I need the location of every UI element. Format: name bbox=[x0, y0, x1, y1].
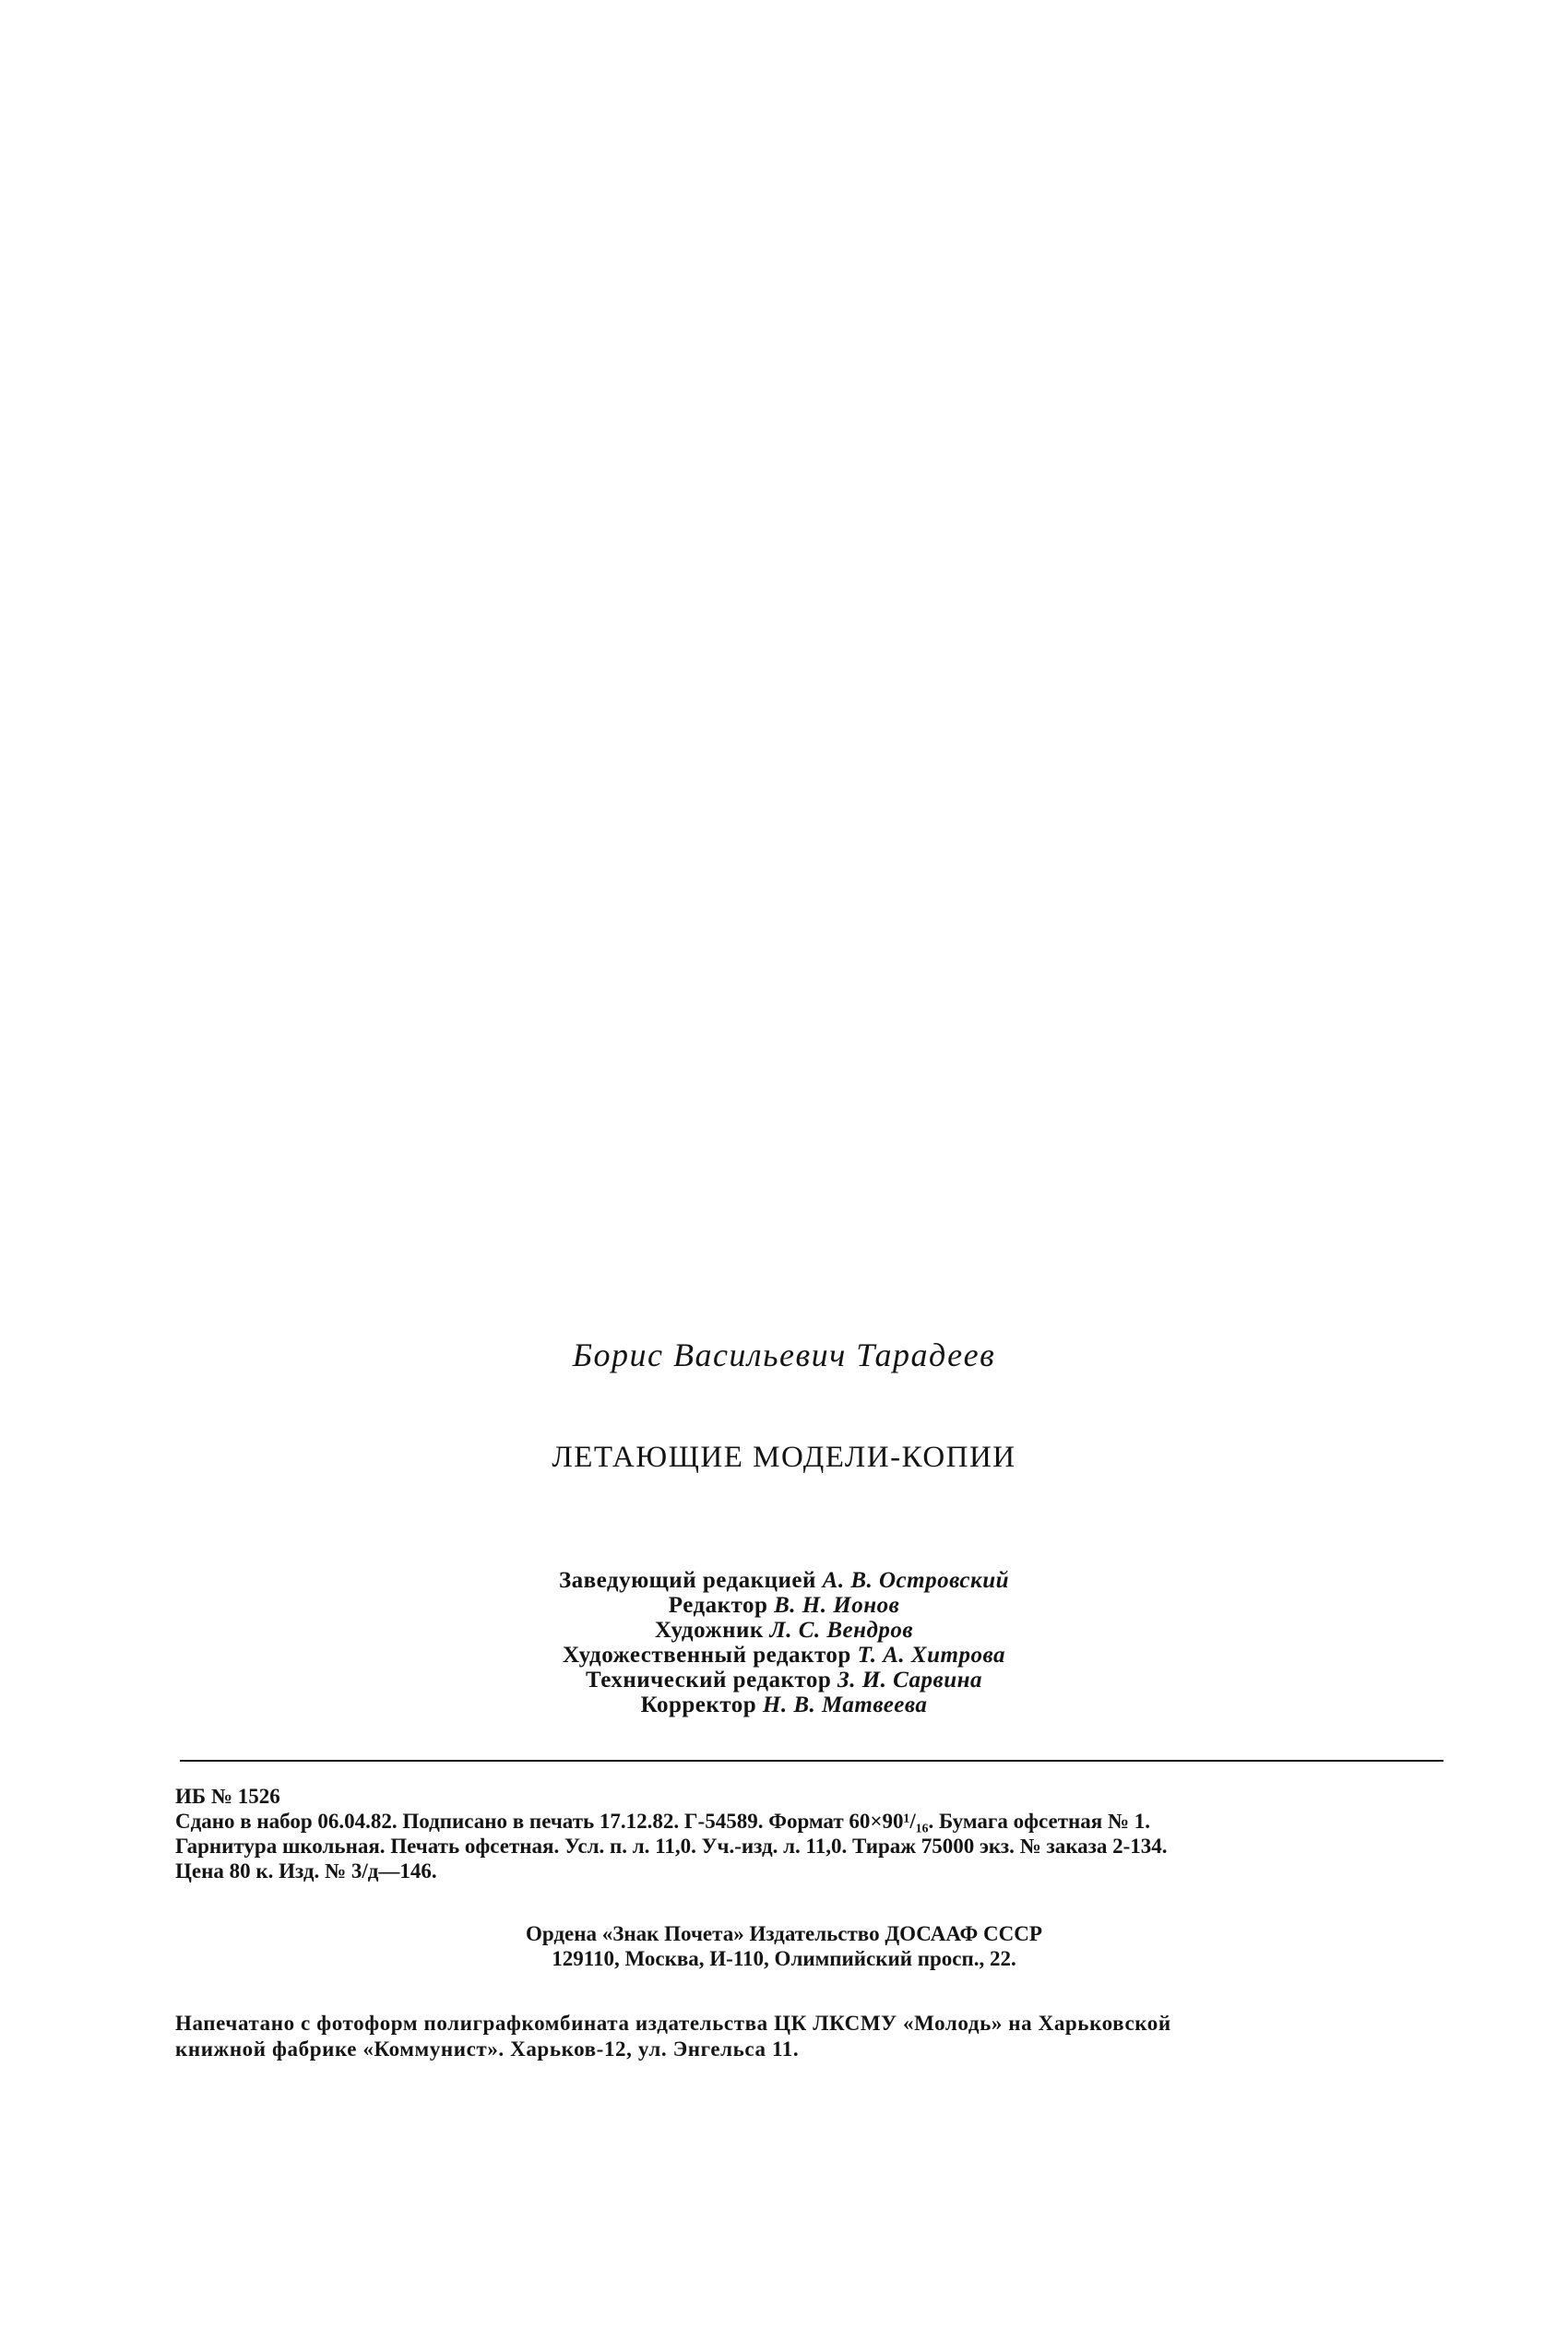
publisher-name: Ордена «Знак Почета» Издательство ДОСААФ СССР bbox=[526, 1922, 1042, 1945]
book-author: Борис Васильевич Тарадеев bbox=[572, 1336, 996, 1373]
credit-line bbox=[0, 1693, 1568, 1717]
credits-block bbox=[0, 1568, 1568, 1717]
credit-role: Заведующий редакцией bbox=[558, 1568, 816, 1593]
credit-role: Художественный редактор bbox=[563, 1643, 851, 1668]
credit-name: Л. С. Вендров bbox=[769, 1618, 914, 1643]
credit-name: А. В. Островский bbox=[822, 1568, 1010, 1593]
publisher-block bbox=[0, 1921, 1568, 1971]
credit-role: Художник bbox=[654, 1618, 764, 1643]
credit-line bbox=[0, 1568, 1568, 1593]
credit-line bbox=[0, 1618, 1568, 1643]
imprint-block bbox=[175, 1784, 1448, 1883]
credit-line bbox=[0, 1668, 1568, 1693]
credit-line bbox=[0, 1593, 1568, 1618]
credit-name: В. Н. Ионов bbox=[774, 1593, 900, 1618]
credit-name: Н. В. Матвеева bbox=[762, 1693, 928, 1717]
imprint-line: Сдано в набор 06.04.82. Подписано в печать 17.12.82. Г-54589. Формат 60×90¹/₁₆. Бумага офсетная № 1. bbox=[175, 1810, 1151, 1833]
credit-role: Корректор bbox=[640, 1693, 757, 1717]
credit-role: Редактор bbox=[668, 1593, 768, 1618]
book-title: ЛЕТАЮЩИЕ МОДЕЛИ-КОПИИ bbox=[552, 1441, 1016, 1474]
printer-line: книжной фабрике «Коммунист». Харьков-12, ул. Энгельса 11. bbox=[175, 2037, 800, 2061]
publisher-address: 129110, Москва, И-110, Олимпийский просп., 22. bbox=[552, 1947, 1016, 1970]
imprint-line: Гарнитура школьная. Печать офсетная. Усл. п. л. 11,0. Уч.-изд. л. 11,0. Тираж 75000 экз. № заказа 2-134. bbox=[175, 1835, 1168, 1858]
printer-block bbox=[175, 2011, 1448, 2062]
credit-name: Т. А. Хитрова bbox=[857, 1643, 1005, 1668]
printer-line: Напечатано с фотоформ полиграфкомбината издательства ЦК ЛКСМУ «Молодь» на Харьковской bbox=[175, 2012, 1171, 2035]
imprint-ib-number: ИБ № 1526 bbox=[175, 1785, 280, 1808]
credit-name: З. И. Сарвина bbox=[837, 1668, 982, 1693]
divider-rule bbox=[180, 1760, 1443, 1762]
imprint-line: Цена 80 к. Изд. № 3/д—146. bbox=[175, 1859, 437, 1883]
credit-line bbox=[0, 1643, 1568, 1668]
credit-role: Технический редактор bbox=[586, 1668, 832, 1693]
